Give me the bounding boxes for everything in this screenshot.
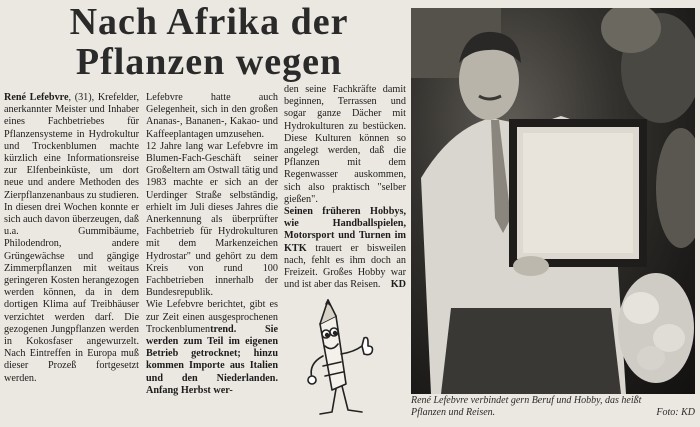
paragraph: Lefebvre hatte auch Gelegenheit, sich in den großen Ananas-, Bananen-, Kakao- und Kaffeeplantagen umzusehen. <box>146 92 278 140</box>
headline <box>10 2 408 88</box>
author-name: René Lefebvre <box>4 92 69 103</box>
article-column-3 <box>284 84 406 291</box>
headline-line-2: Pflanzen wegen <box>75 41 343 83</box>
paragraph <box>284 206 406 291</box>
caption-line: René Lefebvre verbindet gern Beruf und Hobby, das heißt <box>411 395 642 406</box>
paragraph <box>146 299 278 397</box>
paragraph <box>4 92 139 202</box>
paragraph-text: trauert er bisweilen nach, fehlt es ihm doch an Freizeit. Großes Hobby war und ist aber das Reisen. <box>284 242 407 291</box>
photo-caption <box>411 395 695 418</box>
paragraph-text: Wie Lefebvre berichtet, gibt es zur Zeit einen ausgesprochenen Trockenblumen <box>146 299 278 335</box>
paragraph-text: , (31), Krefelder, anerkannter Meister und Inhaber eines Fachbetriebes für Pflanzensysteme in Hydrokultur und Trockenblumen machte kürzlich eine Informationsreise zur Elfenbeinküste, um dort neue und andere Methoden des Zierpflanzenanbaus zu studieren. <box>4 92 139 201</box>
paragraph: In diesen drei Wochen konnte er sich auch davon überzeugen, daß u.a. Gummibäume, Philodendron, andere Grüngewächse und gängige Zimmerpflanzen mit weitaus geringeren Kosten herangezogen werden können, da in dem dortigen Klima auf Treibhäuser verzichtet werden darf. Die gezogenen Jungpflanzen werden in Kokosfaser angewurzelt. Nach Eintreffen in Europa muß dieser Prozeß fortgesetzt werden. <box>4 201 139 384</box>
pencil-mascot-illustration <box>292 294 382 422</box>
portrait-photo <box>411 8 695 394</box>
bold-text: Seinen früheren Hobbys, wie Handballspielen, Motorsport und Turnen im KTK <box>284 206 406 254</box>
article-column-2 <box>146 92 278 397</box>
photo-credit: Foto: KD <box>656 406 695 418</box>
author-signature: KD <box>390 279 406 291</box>
headline-line-1: Nach Afrika der <box>69 1 349 43</box>
bold-text: trend. Sie werden zum Teil im eigenen Betrieb getrocknet; hinzu kommen Importe aus Italien und den Niederlanden. Anfang Herbst wer- <box>146 323 278 396</box>
caption-line: Pflanzen und Reisen. <box>411 406 496 418</box>
article-column-1 <box>4 92 139 385</box>
paragraph: 12 Jahre lang war Lefebvre im Blumen-Fach-Geschäft seiner Großeltern am Ostwall tätig und 1983 machte er sich an der Uerdinger Straße selbständig, erhielt im Juli dieses Jahres die Anerkennung als überprüfter Fachbetrieb für Hydrokulturen mit dem Markenzeichen Hydrostar" und gehört zu dem Kreis von rund 100 Fachbetrieben innerhalb der Bundesrepublik. <box>146 140 278 299</box>
paragraph: den seine Fachkräfte damit beginnen, Terrassen und sogar ganze Dächer mit Hydrokulturen zu bestücken. Diese Kulturen können so angelegt werden, daß die Pflanzen mit dem Regenwasser auskommen, sich also praktisch "selber gießen". <box>284 84 406 205</box>
